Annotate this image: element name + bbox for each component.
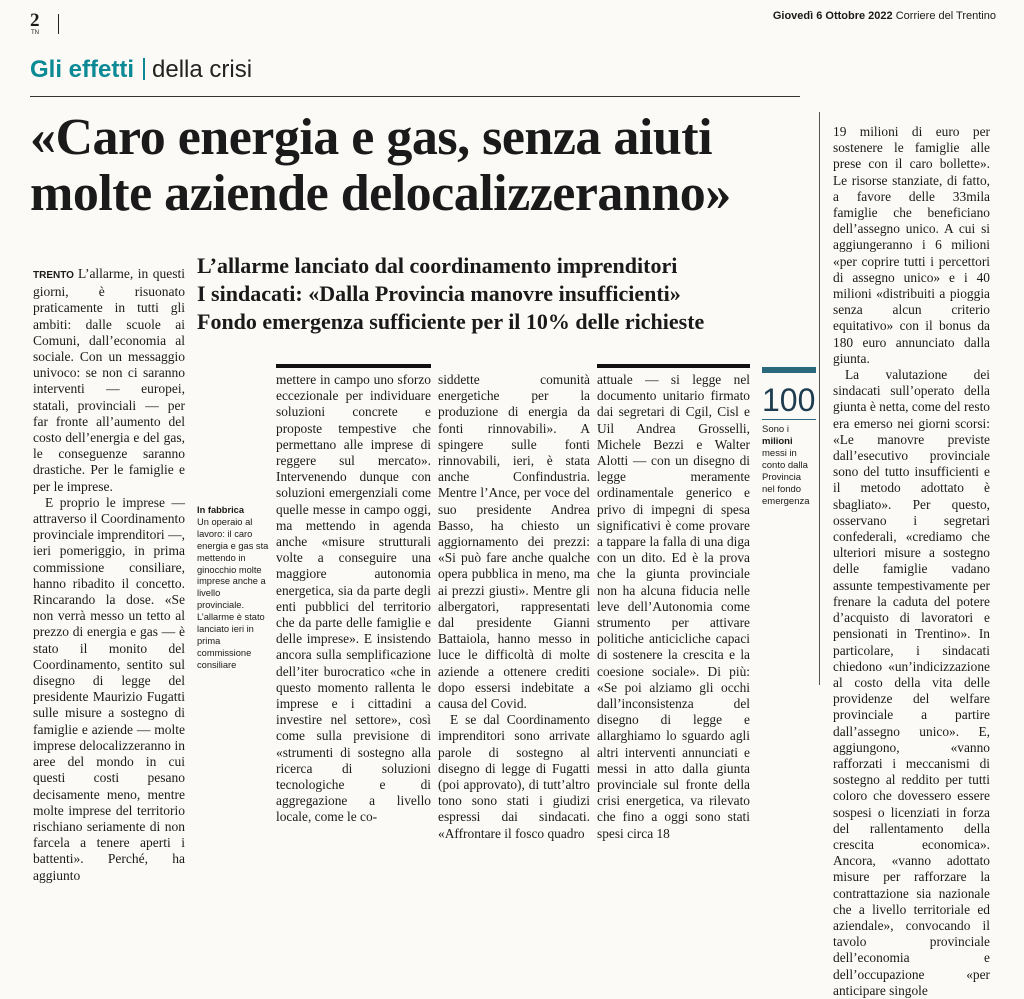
section-rule [30, 96, 800, 97]
subheadline-block [197, 252, 767, 336]
paragraph: E proprio le imprese — attraverso il Coordinamento provinciale imprenditori —, ieri pomeriggio, in prima commissione consiliare, hanno ribadito il concetto. Rincarando la dose. «Se non verrà messo un tetto al prezzo di energia e gas — è stato il monito del Coordinamento, sentito sul disegno di legge del presidente Maurizio Fugatti sulle misure a sostegno di famiglie e aziende — molte imprese delocalizzeranno in aree del mondo in cui questi costi pesano decisamente meno, mentre molte imprese del territorio rischiano seriamente di non farcela a tenere aperti i battenti». Perché, ha aggiunto [33, 494, 185, 883]
column-top-bar [276, 364, 431, 368]
page-number: 2 [30, 10, 40, 31]
factbox [762, 367, 816, 508]
photo-caption [197, 505, 269, 672]
article-column-1 [33, 266, 185, 884]
paragraph: E se dal Coordinamento imprenditori sono arrivate parole di sostegno al disegno di legge di Fugatti (poi approvato), di tutt’altro tono sono stati i giudizi espressi dai sindacati. «Affrontare il fosco quadro [438, 712, 590, 841]
subheadline-1: L’allarme lanciato dal coordinamento imprenditori [197, 253, 678, 278]
section-label [30, 56, 252, 84]
newspaper-name: Corriere del Trentino [895, 10, 996, 22]
factbox-rule [762, 419, 816, 420]
article-column-3 [276, 372, 431, 826]
paragraph: siddette comunità energetiche per la produzione di energia da fonti rinnovabili». A spingere sulle fonti rinnovabili, ieri, è stata anche Confindustria. Mentre l’Ance, per voce del suo presidente Andrea Basso, ha chiesto un aggiornamento dei prezzi: «Si può fare anche qualche opera pubblica in meno, ma ai prezzi giusti». Mentre gli albergatori, rappresentati dal presidente Gianni Battaiola, hanno messo in luce le difficoltà di molte aziende a ottenere crediti dopo essersi indebitate a causa del Covid. [438, 372, 590, 712]
header-divider [58, 14, 59, 34]
column-rule [819, 112, 820, 685]
article-column-6 [833, 124, 990, 999]
subheadline-3: Fondo emergenza sufficiente per il 10% delle richieste [197, 309, 705, 334]
article-column-5 [597, 372, 750, 842]
paragraph: mettere in campo uno sforzo eccezionale per individuare soluzioni concrete e proposte tempestive che permettano alle imprese di reggere sul mercato». Intervenendo dunque con soluzioni emergenziali come quelle messe in campo oggi, ma mettendo in agenda anche «misure strutturali volte a conseguire una maggiore autonomia energetica, sia da parte degli enti pubblici del territorio che da parte delle famiglie e delle imprese». E insistendo ancora sulla semplificazione dell’iter burocratico «che in questo momento rallenta le imprese e i cittadini a investire nel settore», così come sulla previsione di «strumenti di sostegno alla ricerca di soluzioni tecnologiche e di aggregazione a livello locale, come le co- [276, 372, 431, 825]
factbox-number: 100 [762, 382, 816, 418]
section-subtitle: della crisi [152, 56, 253, 83]
caption-text: Un operaio al lavoro: il caro energia e gas sta mettendo in ginocchio molte imprese anche a livello provinciale. L’allarme è stato lanciato ieri in prima commissione consiliare [197, 516, 269, 670]
header-info [773, 10, 996, 22]
factbox-text: Sono i milioni messi in conto dalla Provincia nel fondo emergenza [762, 424, 810, 507]
paragraph: attuale — si legge nel documento unitario firmato dai segretari di Cgil, Cisl e Uil Andrea Grosselli, Michele Bezzi e Walter Alotti — con un disegno di legge meramente ordinamentale generico e privo di impegni di spesa significativi è come provare a tappare la falla di una diga con un dito. Ed è la prova che la giunta provinciale non ha alcuna fiducia nelle leve dell’Autonomia come strumento per attivare politiche anticicliche capaci di sostenere la crescita e la coesione sociale». Di più: «Se poi alziamo gli occhi dall’inconsistenza del disegno di legge e allarghiamo lo sguardo agli altri interventi annunciati e messi in atto dalla giunta provinciale sul fronte della crisi energetica, va rilevato che fino a oggi sono stati spesi circa 18 [597, 372, 750, 841]
article-column-4 [438, 372, 590, 842]
section-title: Gli effetti [30, 56, 135, 83]
dateline: TRENTO [33, 270, 74, 281]
subheadline-2: I sindacati: «Dalla Provincia manovre insufficienti» [197, 281, 681, 306]
column-top-bar [597, 364, 750, 368]
issue-date: Giovedì 6 Ottobre 2022 [772, 10, 893, 22]
factbox-bar [762, 367, 816, 373]
section-divider [143, 58, 145, 80]
caption-title: In fabbrica [197, 505, 245, 515]
page-edition-code: TN [31, 30, 39, 36]
paragraph: 19 milioni di euro per sostenere le famiglie alle prese con il caro bollette». Le risorse stanziate, di fatto, a favore delle 33mila famiglie che beneficiano dell’assegno unico. A cui si aggiungeranno i 6 milioni «per coprire tutti i percettori di assegno unico» e i 40 milioni «distribuiti a pioggia senza alcun criterio equitativo» con il bonus da 180 euro annunciato dalla giunta. [833, 124, 990, 366]
paragraph: La valutazione dei sindacati sull’operato della giunta è netta, come del resto era emerso nei giorni scorsi: «Le manovre previste dall’esecutivo provinciale sono del tutto insufficienti e il metodo adottato è sbagliato». Per questo, osservano i segretari confederali, «crediamo che ulteriori misure a sostegno delle famiglie vadano assunte tempestivamente per frenare la caduta del potere d’acquisto di lavoratori e pensionati in Trentino». In particolare, i sindacati chiedono «un’indicizzazione al costo della vita delle providenze del welfare provinciale a partire dall’assegno unico». E, aggiungono, «vanno rafforzati i meccanismi di sostegno al reddito per tutti coloro che dovessero essere sospesi o licenziati in forza del rallentamento della crescita economica». Ancora, «vanno adottato misure per rafforzare la contrattazione sia nazionale che a livello territoriale ed aziendale», convocando il tavolo provinciale dell’economia e dell’occupazione «per anticipare singole [833, 367, 990, 998]
paragraph [33, 266, 185, 495]
headline: «Caro energia e gas, senza aiuti molte aziende delocalizzeranno» [30, 109, 731, 222]
paragraph-text: L’allarme, in questi giorni, è risuonato praticamente in tutti gli ambiti: dalle scuole ai Comuni, dall’economia al sociale. Con un messaggio univoco: se non ci saranno interventi — europei, statali, provinciali — per far fronte all’aumento del costo dell’energia e del gas, le conseguenze saranno drastiche. Per le famiglie e per le imprese. [33, 266, 185, 494]
